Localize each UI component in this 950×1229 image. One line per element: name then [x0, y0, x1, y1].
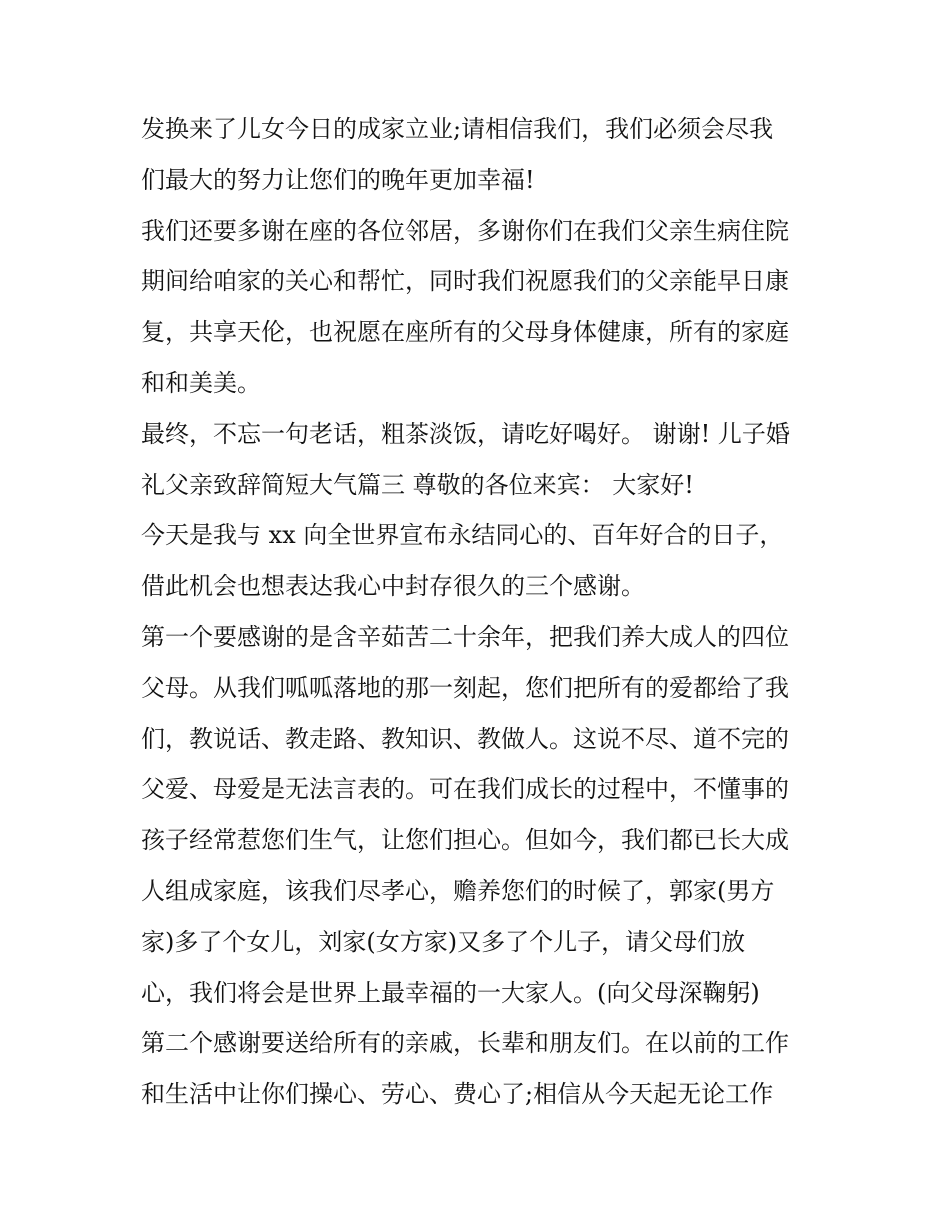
text-line: 父爱、母爱是无法言表的。可在我们成长的过程中，不懂事的 [141, 775, 789, 804]
text-line: 礼父亲致辞简短大气篇三 尊敬的各位来宾： 大家好! [141, 470, 694, 499]
text-line: 发换来了儿女今日的成家立业;请相信我们，我们必须会尽我 [141, 115, 774, 143]
text-line: 们最大的努力让您们的晚年更加幸福! [141, 165, 535, 194]
text-line: 最终，不忘一句老话，粗茶淡饭，请吃好喝好。 谢谢! 儿子婚 [141, 419, 790, 448]
text-line: 孩子经常惹您们生气，让您们担心。但如今，我们都已长大成 [141, 826, 789, 855]
text-line: 们，教说话、教走路、教知识、教做人。这说不尽、道不完的 [141, 724, 789, 753]
text-line: 第一个要感谢的是含辛茹苦二十余年，把我们养大成人的四位 [141, 622, 789, 651]
body-text [141, 104, 821, 1120]
text-line: 今天是我与 xx 向全世界宣布永结同心的、百年好合的日子， [141, 521, 784, 550]
text-line: 期间给咱家的关心和帮忙，同时我们祝愿我们的父亲能早日康 [141, 267, 789, 296]
text-line: 人组成家庭，该我们尽孝心，赡养您们的时候了，郭家(男方 [141, 876, 775, 905]
text-line: 父母。从我们呱呱落地的那一刻起，您们把所有的爱都给了我 [141, 673, 789, 702]
text-line: 家)多了个女儿，刘家(女方家)又多了个儿子，请父母们放 [141, 927, 746, 956]
text-line: 借此机会也想表达我心中封存很久的三个感谢。 [141, 572, 645, 601]
text-line: 和生活中让你们操心、劳心、费心了;相信从今天起无论工作 [141, 1080, 774, 1109]
text-line: 我们还要多谢在座的各位邻居，多谢你们在我们父亲生病住院 [141, 216, 789, 245]
text-line: 心，我们将会是世界上最幸福的一大家人。(向父母深鞠躬) [141, 978, 760, 1007]
text-line: 和和美美。 [141, 368, 261, 397]
text-line: 第二个感谢要送给所有的亲戚，长辈和朋友们。在以前的工作 [141, 1029, 789, 1058]
text-line: 复，共享天伦，也祝愿在座所有的父母身体健康，所有的家庭 [141, 318, 789, 347]
